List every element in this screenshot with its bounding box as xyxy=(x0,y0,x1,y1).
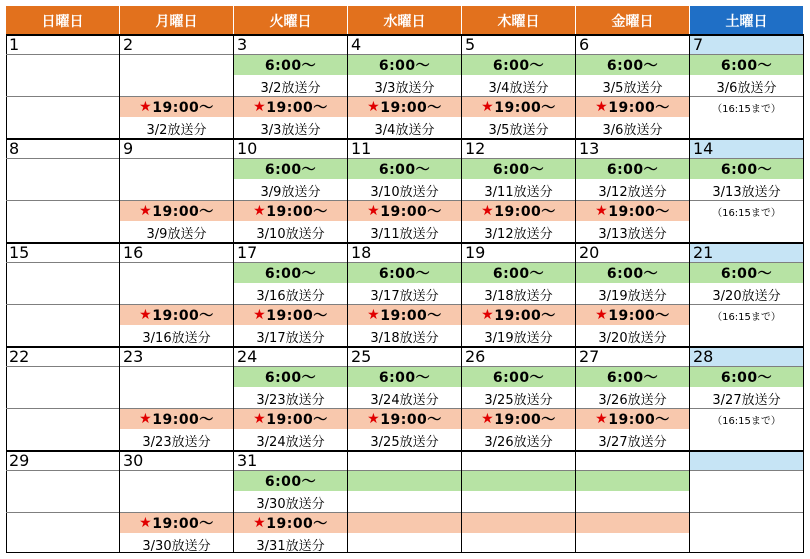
slot-divider xyxy=(234,304,347,305)
evening-broadcast-label: 3/16放送分 xyxy=(142,330,211,346)
star-icon: ★ xyxy=(139,307,153,323)
star-icon: ★ xyxy=(595,411,609,427)
star-icon: ★ xyxy=(139,411,153,427)
morning-broadcast-label: 3/26放送分 xyxy=(598,392,667,408)
morning-broadcast-label: 3/18放送分 xyxy=(484,288,553,304)
day-number xyxy=(462,451,575,470)
slot-divider xyxy=(576,304,689,305)
morning-time: 6:00～ xyxy=(576,159,689,179)
evening-time-text: 19:00～ xyxy=(152,204,214,220)
evening-broadcast-label xyxy=(348,534,461,554)
slot-divider xyxy=(234,408,347,409)
day-number: 20 xyxy=(579,243,600,262)
morning-broadcast-label: 3/17放送分 xyxy=(370,288,439,304)
day-number: 9 xyxy=(123,139,134,158)
day-number: 30 xyxy=(123,451,144,470)
slot-divider xyxy=(6,470,119,471)
morning-time: 6:00～ xyxy=(576,55,689,75)
broadcast-calendar xyxy=(6,6,804,553)
morning-broadcast-label: 3/9放送分 xyxy=(260,184,321,200)
slot-divider xyxy=(348,262,461,263)
evening-time-text: 19:00～ xyxy=(608,308,670,324)
slot-divider xyxy=(462,54,575,55)
day-number: 31 xyxy=(237,451,258,470)
morning-time: 6:00～ xyxy=(576,367,689,387)
morning-broadcast-label: 3/3放送分 xyxy=(374,80,435,96)
morning-time: 6:00～ xyxy=(348,263,461,283)
morning-broadcast-label: 3/5放送分 xyxy=(602,80,663,96)
evening-broadcast-label: 3/19放送分 xyxy=(484,330,553,346)
day-cell xyxy=(6,35,120,139)
week-separator xyxy=(6,346,804,348)
evening-broadcast-label: 3/24放送分 xyxy=(256,434,325,450)
slot-divider xyxy=(234,200,347,201)
day-cell xyxy=(234,347,348,451)
day-cell xyxy=(120,35,234,139)
evening-time-text: 19:00～ xyxy=(380,204,442,220)
evening-time xyxy=(348,305,461,325)
star-icon: ★ xyxy=(481,411,495,427)
evening-broadcast-label: 3/27放送分 xyxy=(598,434,667,450)
slot-divider xyxy=(234,96,347,97)
day-cell xyxy=(462,243,576,347)
evening-time-text: 19:00～ xyxy=(266,412,328,428)
day-number: 15 xyxy=(9,243,30,262)
evening-time xyxy=(234,305,347,325)
morning-time: 6:00～ xyxy=(690,159,803,179)
header-fri: 金曜日 xyxy=(576,6,690,35)
morning-broadcast-label: 3/4放送分 xyxy=(488,80,549,96)
header-wed: 水曜日 xyxy=(348,6,462,35)
slot-divider xyxy=(234,262,347,263)
star-icon: ★ xyxy=(595,99,609,115)
evening-time xyxy=(234,201,347,221)
morning-time: 6:00～ xyxy=(234,159,347,179)
morning-broadcast-label xyxy=(576,492,689,512)
slot-divider xyxy=(576,96,689,97)
morning-broadcast-label: 3/16放送分 xyxy=(256,288,325,304)
day-number: 24 xyxy=(237,347,258,366)
morning-broadcast-label: 3/2放送分 xyxy=(260,80,321,96)
slot-divider xyxy=(576,470,689,471)
morning-time: 6:00～ xyxy=(462,55,575,75)
evening-time xyxy=(234,97,347,117)
evening-time-text: 19:00～ xyxy=(494,308,556,324)
slot-divider xyxy=(6,304,119,305)
evening-broadcast-label: 3/2放送分 xyxy=(146,122,207,138)
evening-broadcast-label: 3/3放送分 xyxy=(260,122,321,138)
star-icon: ★ xyxy=(253,203,267,219)
star-icon: ★ xyxy=(595,203,609,219)
evening-time xyxy=(462,409,575,429)
evening-time xyxy=(462,97,575,117)
slot-divider xyxy=(690,200,803,201)
day-cell xyxy=(234,451,348,553)
day-cell xyxy=(690,451,804,553)
day-cell xyxy=(462,451,576,553)
morning-time: 6:00～ xyxy=(348,55,461,75)
evening-broadcast-label: 3/31放送分 xyxy=(256,538,325,554)
evening-time xyxy=(348,513,461,533)
slot-divider xyxy=(120,366,233,367)
slot-divider xyxy=(6,158,119,159)
saturday-end-time-note: （16:15まで） xyxy=(712,415,781,427)
slot-divider xyxy=(348,408,461,409)
day-number: 21 xyxy=(690,243,803,262)
star-icon: ★ xyxy=(139,203,153,219)
slot-divider xyxy=(348,158,461,159)
day-number: 12 xyxy=(465,139,486,158)
evening-broadcast-label: 3/26放送分 xyxy=(484,434,553,450)
day-cell xyxy=(120,243,234,347)
day-cell xyxy=(6,243,120,347)
star-icon: ★ xyxy=(253,307,267,323)
evening-time xyxy=(462,201,575,221)
morning-broadcast-label: 3/30放送分 xyxy=(256,496,325,512)
day-number: 27 xyxy=(579,347,600,366)
week-separator xyxy=(6,138,804,140)
evening-time xyxy=(576,305,689,325)
evening-time-text: 19:00～ xyxy=(152,516,214,532)
star-icon: ★ xyxy=(253,411,267,427)
morning-broadcast-label: 3/25放送分 xyxy=(484,392,553,408)
slot-divider xyxy=(690,470,803,471)
day-number: 2 xyxy=(123,35,134,54)
slot-divider xyxy=(462,200,575,201)
evening-broadcast-label xyxy=(462,534,575,554)
slot-divider xyxy=(120,54,233,55)
day-number xyxy=(690,451,803,470)
evening-broadcast-label: 3/4放送分 xyxy=(374,122,435,138)
evening-time-text: 19:00～ xyxy=(608,204,670,220)
evening-time xyxy=(348,409,461,429)
morning-time: 6:00～ xyxy=(234,263,347,283)
slot-divider xyxy=(690,408,803,409)
day-cell xyxy=(234,139,348,243)
week-separator xyxy=(6,242,804,244)
day-number: 4 xyxy=(351,35,362,54)
star-icon: ★ xyxy=(253,99,267,115)
evening-time-text: 19:00～ xyxy=(380,412,442,428)
day-cell xyxy=(576,35,690,139)
slot-divider xyxy=(462,366,575,367)
slot-divider xyxy=(576,262,689,263)
slot-divider xyxy=(120,408,233,409)
day-number: 19 xyxy=(465,243,486,262)
day-cell xyxy=(576,243,690,347)
morning-time: 6:00～ xyxy=(576,263,689,283)
day-number: 25 xyxy=(351,347,372,366)
star-icon: ★ xyxy=(481,99,495,115)
morning-time: 6:00～ xyxy=(462,367,575,387)
morning-broadcast-label xyxy=(462,492,575,512)
evening-time xyxy=(576,97,689,117)
morning-time: 6:00～ xyxy=(234,367,347,387)
slot-divider xyxy=(6,54,119,55)
morning-time: 6:00～ xyxy=(348,367,461,387)
star-icon: ★ xyxy=(139,99,153,115)
slot-divider xyxy=(234,54,347,55)
morning-time xyxy=(348,471,461,491)
evening-time-text: 19:00～ xyxy=(494,204,556,220)
saturday-end-time-note: （16:15まで） xyxy=(712,103,781,115)
slot-divider xyxy=(690,262,803,263)
slot-divider xyxy=(6,366,119,367)
slot-divider xyxy=(462,512,575,513)
morning-time: 6:00～ xyxy=(690,55,803,75)
slot-divider xyxy=(462,96,575,97)
day-cell xyxy=(120,347,234,451)
evening-time xyxy=(234,513,347,533)
morning-broadcast-label xyxy=(348,492,461,512)
evening-time xyxy=(120,201,233,221)
evening-time-text: 19:00～ xyxy=(152,412,214,428)
slot-divider xyxy=(234,158,347,159)
evening-time-text: 19:00～ xyxy=(608,412,670,428)
slot-divider xyxy=(120,200,233,201)
evening-broadcast-label: 3/20放送分 xyxy=(598,330,667,346)
evening-broadcast-label: 3/18放送分 xyxy=(370,330,439,346)
header-sat: 土曜日 xyxy=(690,6,804,35)
slot-divider xyxy=(6,200,119,201)
header-thu: 木曜日 xyxy=(462,6,576,35)
day-cell xyxy=(234,243,348,347)
morning-time: 6:00～ xyxy=(234,471,347,491)
star-icon: ★ xyxy=(139,515,153,531)
slot-divider xyxy=(690,512,803,513)
slot-divider xyxy=(576,54,689,55)
day-cell xyxy=(348,139,462,243)
day-number: 1 xyxy=(9,35,20,54)
day-cell xyxy=(120,139,234,243)
saturday-end-time-note: （16:15まで） xyxy=(712,311,781,323)
evening-time xyxy=(576,201,689,221)
slot-divider xyxy=(348,54,461,55)
day-cell xyxy=(348,35,462,139)
day-number: 28 xyxy=(690,347,803,366)
evening-broadcast-label: 3/13放送分 xyxy=(598,226,667,242)
evening-time-text: 19:00～ xyxy=(494,100,556,116)
day-cell xyxy=(348,451,462,553)
evening-broadcast-label: 3/23放送分 xyxy=(142,434,211,450)
slot-divider xyxy=(234,470,347,471)
header-mon: 月曜日 xyxy=(120,6,234,35)
evening-time xyxy=(576,513,689,533)
day-number: 8 xyxy=(9,139,20,158)
day-cell xyxy=(690,35,804,139)
header-sun: 日曜日 xyxy=(6,6,120,35)
day-number: 5 xyxy=(465,35,476,54)
star-icon: ★ xyxy=(253,515,267,531)
evening-broadcast-label: 3/12放送分 xyxy=(484,226,553,242)
morning-broadcast-label: 3/19放送分 xyxy=(598,288,667,304)
evening-time xyxy=(120,97,233,117)
evening-time xyxy=(348,201,461,221)
day-cell xyxy=(348,347,462,451)
day-number: 14 xyxy=(690,139,803,158)
evening-time xyxy=(120,305,233,325)
star-icon: ★ xyxy=(367,411,381,427)
slot-divider xyxy=(6,262,119,263)
morning-broadcast-label: 3/6放送分 xyxy=(716,80,777,96)
evening-broadcast-label: 3/9放送分 xyxy=(146,226,207,242)
evening-time xyxy=(576,409,689,429)
day-number: 3 xyxy=(237,35,248,54)
morning-broadcast-label: 3/24放送分 xyxy=(370,392,439,408)
slot-divider xyxy=(348,304,461,305)
day-number xyxy=(576,451,689,470)
morning-time: 6:00～ xyxy=(462,159,575,179)
slot-divider xyxy=(120,470,233,471)
star-icon: ★ xyxy=(481,203,495,219)
slot-divider xyxy=(348,96,461,97)
slot-divider xyxy=(6,408,119,409)
evening-time-text: 19:00～ xyxy=(266,100,328,116)
morning-time: 6:00～ xyxy=(348,159,461,179)
day-cell xyxy=(6,139,120,243)
slot-divider xyxy=(120,262,233,263)
evening-time-text: 19:00～ xyxy=(152,100,214,116)
slot-divider xyxy=(462,158,575,159)
evening-broadcast-label: 3/5放送分 xyxy=(488,122,549,138)
slot-divider xyxy=(576,408,689,409)
slot-divider xyxy=(120,158,233,159)
evening-time-text: 19:00～ xyxy=(380,308,442,324)
slot-divider xyxy=(690,304,803,305)
week-separator xyxy=(6,450,804,452)
slot-divider xyxy=(6,512,119,513)
evening-time-text: 19:00～ xyxy=(380,100,442,116)
evening-time-text: 19:00～ xyxy=(266,204,328,220)
slot-divider xyxy=(348,200,461,201)
day-cell xyxy=(6,451,120,553)
day-number xyxy=(348,451,461,470)
day-number: 23 xyxy=(123,347,144,366)
evening-time-text: 19:00～ xyxy=(152,308,214,324)
evening-time xyxy=(120,409,233,429)
day-number: 6 xyxy=(579,35,590,54)
day-cell xyxy=(690,139,804,243)
evening-broadcast-label: 3/11放送分 xyxy=(370,226,439,242)
slot-divider xyxy=(690,54,803,55)
slot-divider xyxy=(348,366,461,367)
day-number: 26 xyxy=(465,347,486,366)
day-number: 18 xyxy=(351,243,372,262)
evening-time xyxy=(234,409,347,429)
slot-divider xyxy=(462,304,575,305)
morning-time xyxy=(576,471,689,491)
morning-time: 6:00～ xyxy=(690,263,803,283)
morning-time: 6:00～ xyxy=(234,55,347,75)
week-separator xyxy=(6,34,804,36)
star-icon: ★ xyxy=(481,307,495,323)
day-number: 16 xyxy=(123,243,144,262)
evening-time xyxy=(120,513,233,533)
morning-broadcast-label: 3/27放送分 xyxy=(712,392,781,408)
slot-divider xyxy=(6,96,119,97)
morning-broadcast-label: 3/13放送分 xyxy=(712,184,781,200)
day-cell xyxy=(462,35,576,139)
slot-divider xyxy=(234,512,347,513)
day-cell xyxy=(576,451,690,553)
header-tue: 火曜日 xyxy=(234,6,348,35)
slot-divider xyxy=(576,366,689,367)
day-number: 7 xyxy=(690,35,803,54)
star-icon: ★ xyxy=(367,203,381,219)
morning-broadcast-label: 3/10放送分 xyxy=(370,184,439,200)
evening-time-text: 19:00～ xyxy=(266,516,328,532)
slot-divider xyxy=(120,304,233,305)
evening-time xyxy=(462,305,575,325)
day-cell xyxy=(462,347,576,451)
day-cell xyxy=(234,35,348,139)
day-cell xyxy=(120,451,234,553)
day-number: 22 xyxy=(9,347,30,366)
morning-time: 6:00～ xyxy=(690,367,803,387)
day-number: 11 xyxy=(351,139,372,158)
morning-broadcast-label: 3/12放送分 xyxy=(598,184,667,200)
evening-time-text: 19:00～ xyxy=(266,308,328,324)
evening-time-text: 19:00～ xyxy=(608,100,670,116)
day-number: 29 xyxy=(9,451,30,470)
day-cell xyxy=(462,139,576,243)
slot-divider xyxy=(120,96,233,97)
slot-divider xyxy=(690,158,803,159)
slot-divider xyxy=(462,262,575,263)
star-icon: ★ xyxy=(367,99,381,115)
day-cell xyxy=(690,347,804,451)
morning-broadcast-label: 3/20放送分 xyxy=(712,288,781,304)
evening-time xyxy=(462,513,575,533)
evening-time xyxy=(348,97,461,117)
evening-time-text: 19:00～ xyxy=(494,412,556,428)
day-cell xyxy=(6,347,120,451)
star-icon: ★ xyxy=(595,307,609,323)
morning-broadcast-label: 3/23放送分 xyxy=(256,392,325,408)
slot-divider xyxy=(348,470,461,471)
slot-divider xyxy=(462,408,575,409)
evening-broadcast-label: 3/6放送分 xyxy=(602,122,663,138)
day-number: 13 xyxy=(579,139,600,158)
slot-divider xyxy=(120,512,233,513)
slot-divider xyxy=(348,512,461,513)
morning-time xyxy=(462,471,575,491)
slot-divider xyxy=(576,200,689,201)
morning-broadcast-label: 3/11放送分 xyxy=(484,184,553,200)
slot-divider xyxy=(576,512,689,513)
evening-broadcast-label: 3/10放送分 xyxy=(256,226,325,242)
day-number: 10 xyxy=(237,139,258,158)
evening-broadcast-label xyxy=(576,534,689,554)
day-number: 17 xyxy=(237,243,258,262)
slot-divider xyxy=(690,366,803,367)
day-cell xyxy=(348,243,462,347)
day-cell xyxy=(690,243,804,347)
day-cell xyxy=(576,347,690,451)
evening-broadcast-label: 3/25放送分 xyxy=(370,434,439,450)
slot-divider xyxy=(234,366,347,367)
evening-broadcast-label: 3/30放送分 xyxy=(142,538,211,554)
saturday-end-time-note: （16:15まで） xyxy=(712,207,781,219)
slot-divider xyxy=(462,470,575,471)
evening-broadcast-label: 3/17放送分 xyxy=(256,330,325,346)
morning-time: 6:00～ xyxy=(462,263,575,283)
slot-divider xyxy=(576,158,689,159)
slot-divider xyxy=(690,96,803,97)
day-cell xyxy=(576,139,690,243)
star-icon: ★ xyxy=(367,307,381,323)
